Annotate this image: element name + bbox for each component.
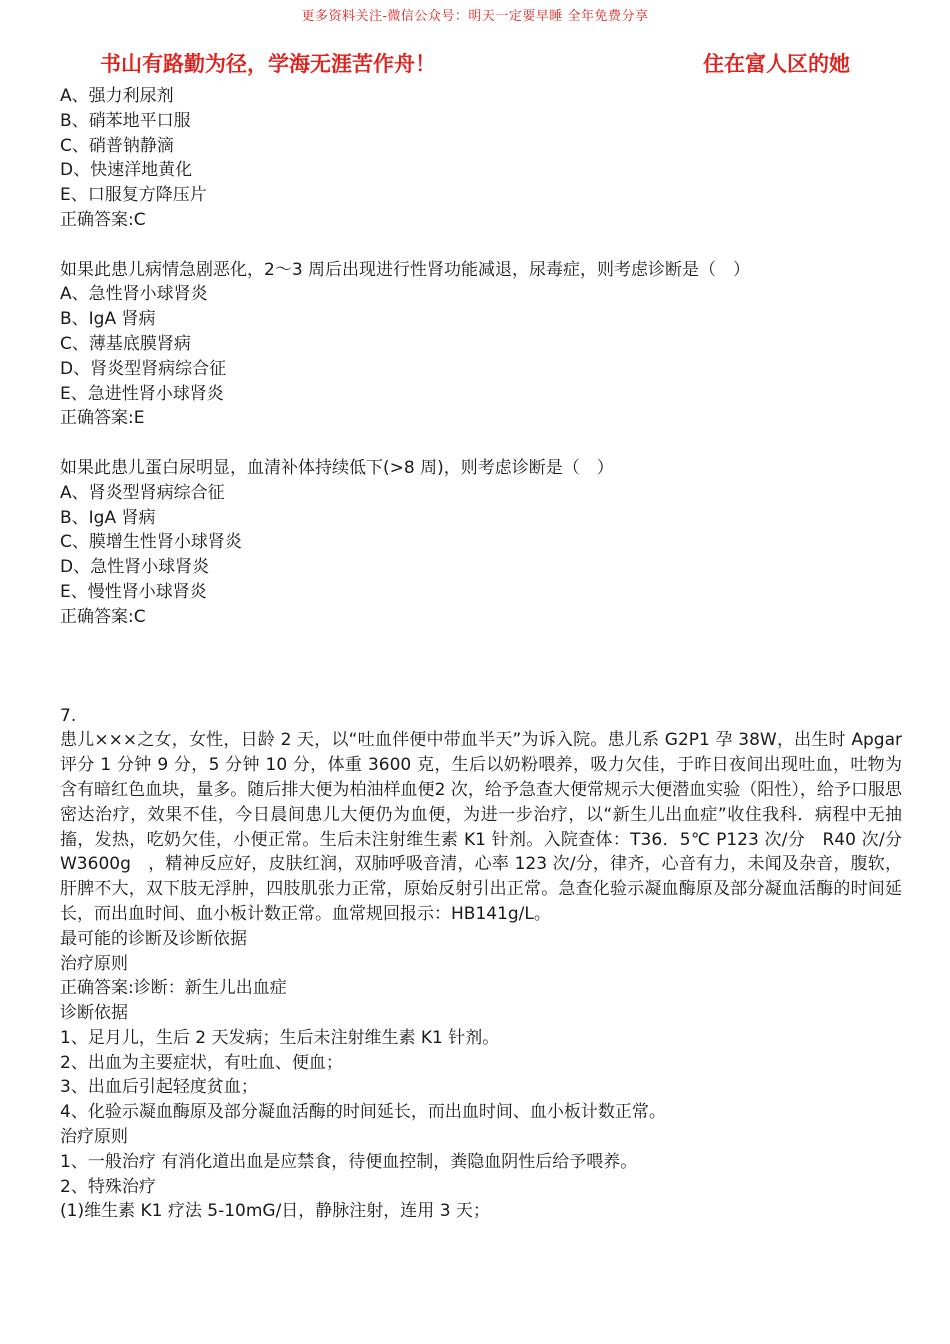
option-a: A、急性肾小球肾炎 [60,284,208,305]
option-e: E、急进性肾小球肾炎 [60,383,224,404]
basis-item: 1、足月儿，生后 2 天发病；生后未注射维生素 K1 针剂。 [60,1027,500,1048]
option-c: C、硝普钠静滴 [60,135,174,156]
option-c: C、膜增生性肾小球肾炎 [60,532,242,553]
treatment-item: 1、一般治疗 有消化道出血是应禁食，待便血控制，粪隐血阴性后给予喂养。 [60,1151,638,1172]
option-b: B、硝苯地平口服 [60,110,191,131]
option-a: A、强力利尿剂 [60,86,174,106]
option-a: A、肾炎型肾病综合征 [60,482,225,503]
correct-answer: 正确答案:E [60,408,145,429]
option-d: D、急性肾小球肾炎 [60,557,210,578]
basis-item: 4、化验示凝血酶原及部分凝血活酶的时间延长，而出血时间、血小板计数正常。 [60,1102,666,1123]
treatment-item: 2、特殊治疗 [60,1176,156,1197]
header-motto: 书山有路勤为径，学海无涯苦作舟！ [100,51,436,76]
option-d: D、快速洋地黄化 [60,160,193,181]
option-e: E、口服复方降压片 [60,185,207,206]
option-b: B、IgA 肾病 [60,507,156,528]
header-brand: 住在富人区的她 [703,51,850,76]
case-description: 患儿×××之女，女性，日龄 2 天，以“吐血伴便中带血半天”为诉入院。患儿系 G2P1 孕 38W，出生时 Apgar 评分 1 分钟 9 分，5 分钟 10 分，体重 3600 克，生后以奶粉喂养，吸力欠佳，于昨日夜间出现吐血，吐物为含有暗红色血块，量多。随后排大便为柏油样血便2 次，给予急查大便常规示大便潜血实验（阳性），给予口服思密达治疗，效果不佳，今日晨间患儿大便仍为血便，为进一步治疗，以“新生儿出血症”收住我科．病程中无抽搐，发热，吃奶欠佳，小便正常。生后未注射维生素 K1 针剂。入院查体：T36．5℃ P123 次/分 R40 次/分 W3600g ，精神反应好，皮肤红润，双肺呼吸音清，心率 123 次/分，律齐，心音有力，未闻及杂音，腹软，肝脾不大，双下肢无浮肿，四肢肌张力正常，原始反射引出正常。急查化验示凝血酶原及部分凝血活酶的时间延长，而出血时间、血小板计数正常。血常规回报示：HB141g/L。 [60,730,919,924]
option-d: D、肾炎型肾病综合征 [60,358,227,379]
header-banner [100,48,850,82]
option-e: E、慢性肾小球肾炎 [60,581,207,602]
case-question-2: 治疗原则 [60,953,128,974]
question-block-prev [60,84,902,233]
question-block-b [60,456,902,630]
basis-title: 诊断依据 [60,1003,128,1024]
case-question-1: 最可能的诊断及诊断依据 [60,928,247,949]
question-block-a [60,258,902,432]
case-block-7 [60,704,919,1225]
treatment-item: (1)维生素 K1 疗法 5-10mG/日，静脉注射，连用 3 天； [60,1201,490,1222]
basis-item: 3、出血后引起轻度贫血； [60,1077,258,1098]
option-c: C、薄基底膜肾病 [60,333,191,354]
basis-item: 2、出血为主要症状，有吐血、便血； [60,1052,343,1073]
question-text: 如果此患儿病情急剧恶化，2～3 周后出现进行性肾功能减退，尿毒症，则考虑诊断是（ ） [60,259,751,280]
case-number: 7. [60,705,77,726]
treatment-title: 治疗原则 [60,1127,128,1148]
correct-answer: 正确答案:诊断：新生儿出血症 [60,978,287,999]
document-body [60,84,919,1224]
correct-answer: 正确答案:C [60,209,146,230]
option-b: B、IgA 肾病 [60,309,156,330]
question-text: 如果此患儿蛋白尿明显，血清补体持续低下(>8 周)，则考虑诊断是（ ） [60,457,614,478]
top-note: 更多资料关注-微信公众号：明天一定要早睡 全年免费分享 [301,9,649,24]
correct-answer: 正确答案:C [60,606,146,627]
